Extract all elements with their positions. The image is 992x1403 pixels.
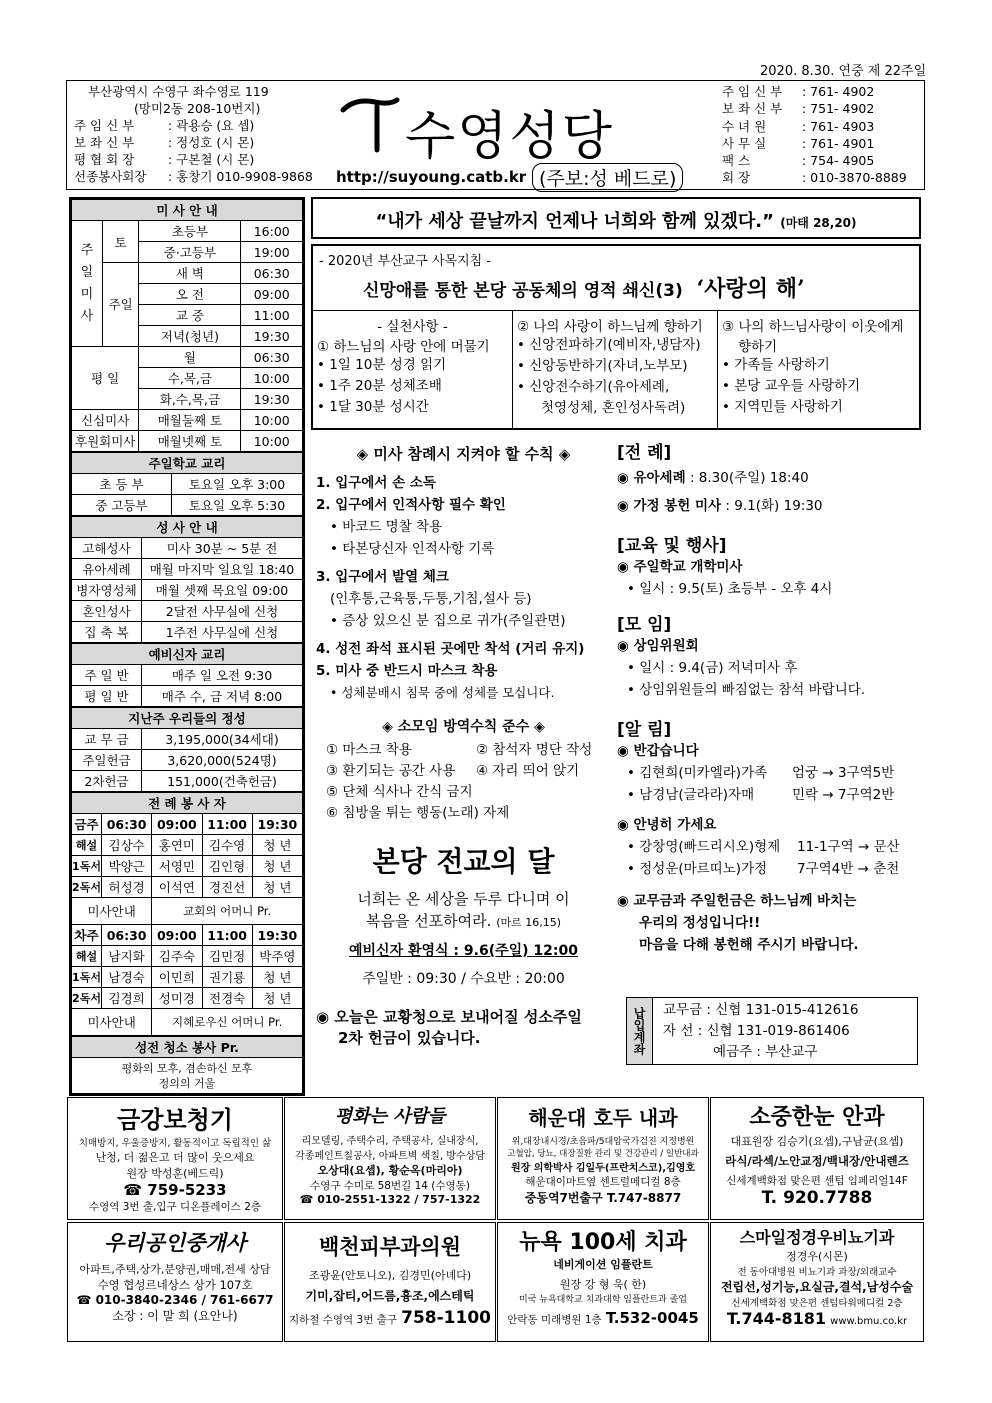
practice-head: - 실천사항 - — [377, 319, 448, 335]
practice-item: 신앙전파하기(예비자,냉담자) — [529, 337, 701, 353]
website-link[interactable]: http://suyoung.catb.kr — [336, 168, 527, 186]
cleaning-table — [71, 1036, 303, 1094]
rule-sub: • 증상 있으신 분 집으로 귀가(주일관면) — [330, 613, 566, 629]
cleaning-line: 정의의 거울 — [158, 1076, 216, 1090]
sacrament-name: 유아세례 — [72, 559, 142, 580]
ad-line: 전립선,성기능,요실금,결석,남성수술 — [720, 1280, 914, 1294]
rule-sub: • 성체분배시 침묵 중에 성체를 모십니다. — [330, 685, 555, 700]
weekday-label: 평 일 — [72, 347, 139, 410]
server-name: 김상수 — [102, 835, 152, 856]
ad-line: 고혈압, 당뇨, 대장질환 관리 및 건강관리 / 일반내과 — [507, 1149, 699, 1159]
liturgy-item: ◉ 가정 봉헌 미사 : 9.1(화) 19:30 — [617, 498, 823, 514]
practice-item: 지역민들 사랑하기 — [734, 399, 843, 415]
server-role: 1독서 — [72, 856, 102, 877]
ad-line: 수영역 3번 출,입구 디온플레이스 2층 — [88, 1201, 262, 1213]
usher-label: 미사안내 — [72, 1009, 152, 1036]
server-name: 남경숙 — [102, 967, 152, 988]
group-rule: ① 마스크 착용 — [326, 742, 412, 758]
welcome-item: • 김현희(미카엘라)가족 엄궁 → 3구역5반 — [627, 765, 895, 781]
mass-title: 미 사 안 내 — [72, 200, 303, 221]
ad-urology — [710, 1222, 924, 1342]
class-time: 토요일 오후 5:30 — [172, 495, 303, 516]
ad-line: 각종페인트칠공사, 아파트벽 색칠, 방수상담 — [295, 1151, 485, 1162]
sacrament-name: 병자영성체 — [72, 580, 142, 601]
ad-title: 소중한눈 안과 — [749, 1105, 885, 1130]
servers-table — [71, 792, 303, 1036]
ad-title: 백천피부과의원 — [318, 1234, 461, 1259]
cleaning-title: 성전 청소 봉사 Pr. — [72, 1037, 303, 1058]
practice-item: 가족들 사랑하기 — [734, 357, 830, 373]
patron-badge: (주보:성 베드로) — [532, 163, 683, 192]
quote-ref: (마태 28,20) — [780, 216, 857, 230]
contact-row: 사 무 실 : 761- 4901 — [722, 135, 875, 151]
cleaning-groups — [72, 1058, 303, 1094]
schedule-time: 06:30 — [241, 263, 303, 284]
servers-head: 금주 — [72, 814, 102, 835]
sunday-mass-label: 주일미사 — [72, 221, 103, 347]
notices-title: [알 림] — [617, 720, 672, 740]
staff-row: 주 임 신 부 : 곽용승 (요 셉) — [74, 118, 255, 133]
sacrament-info: 미사 30분 ~ 5분 전 — [142, 538, 303, 559]
practice-col-2: ② 나의 사랑이 하느님께 향하기 • 신앙전파하기(예비자,냉담자) • 신앙동반하기(자녀,노부모) • 신앙전수하기(유아세례, 첫영성체, 혼인성사독려) — [513, 310, 718, 428]
practice-col-1: - 실천사항 - ① 하느님의 사랑 안에 머물기 • 1일 10분 성경 읽기 • 1주 20분 성체조배 • 1달 30분 성시간 — [313, 310, 513, 428]
staff-row: 선종봉사회장 : 홍창기 010-9908-9868 — [74, 169, 313, 184]
ad-line: 치매방지, 우울증방지, 활동적이고 독립적인 삶 — [78, 1138, 272, 1149]
servers-head: 11:00 — [202, 814, 252, 835]
sunday-school-table — [71, 452, 303, 516]
schedule-name: 화,수,목,금 — [139, 389, 241, 410]
ad-eye-clinic — [710, 1097, 924, 1220]
quote-content — [313, 207, 919, 233]
servers-head: 19:30 — [252, 814, 302, 835]
servers-head: 06:30 — [102, 925, 152, 946]
group-rules-grid — [316, 740, 611, 824]
offering-amount: 3,195,000(34세대) — [142, 729, 303, 750]
bank-row: 자 선 : 신협 131-019-861406 — [663, 1023, 850, 1039]
mission-verse: 너희는 온 세상을 두루 다니며 이 — [357, 890, 570, 908]
server-name: 서영민 — [152, 856, 202, 877]
server-role: 2독서 — [72, 877, 102, 898]
schedule-name: 교 중 — [139, 305, 241, 326]
ad-line: 리모델링, 주택수리, 주택공사, 실내장식, — [301, 1136, 479, 1147]
server-name: 청 년 — [252, 835, 302, 856]
practice-item: 1일 10분 성경 읽기 — [329, 357, 447, 373]
ad-line: 원장 강 형 욱( 한) — [559, 1278, 647, 1291]
education-head: ◉ 주일학교 개학미사 — [617, 559, 743, 575]
schedule-name: 새 벽 — [139, 263, 241, 284]
group-rule: ⑤ 단체 식사나 간식 금지 — [326, 784, 473, 800]
farewell-item: • 정성운(마르띠노)가정 7구역4반 → 춘천 — [627, 861, 900, 877]
pastoral-title — [363, 272, 805, 303]
sacrament-name: 고해성사 — [72, 538, 142, 559]
mass-table — [71, 199, 303, 452]
server-name: 김수영 — [202, 835, 252, 856]
header-left-info — [74, 83, 324, 185]
pastoral-year-theme: ‘사랑의 해’ — [696, 276, 805, 302]
ad-footer: T.744-8181 www.bmu.co.kr — [726, 1309, 908, 1328]
server-name: 남지화 — [102, 946, 152, 967]
offering-amount: 151,000(건축헌금) — [142, 771, 303, 792]
catechumen-time: 매주 일 오전 9:30 — [142, 665, 303, 686]
usher-label: 미사안내 — [72, 898, 152, 925]
liturgy-item: ◉ 유아세례 : 8.30(주일) 18:40 — [617, 470, 809, 486]
sacrament-info: 1주전 사무실에 신청 — [142, 622, 303, 643]
ad-line: 조광윤(안토니오), 김경민(아녜다) — [308, 1269, 472, 1282]
sacrament-name: 혼인성사 — [72, 601, 142, 622]
sat-label: 토 — [102, 221, 139, 263]
schedule-time: 16:00 — [241, 221, 303, 242]
mission-verse-2 — [316, 910, 611, 934]
ad-dental — [497, 1222, 709, 1342]
group-rule: ③ 환기되는 공간 사용 — [326, 763, 456, 779]
ad-line: 난청, 더 젊은고 더 많이 웃으세요 — [95, 1151, 255, 1164]
contact-row: 수 녀 원 : 761- 4903 — [722, 118, 875, 134]
catechumen-time: 매주 수, 금 저녁 8:00 — [142, 686, 303, 707]
servers-head: 06:30 — [102, 814, 152, 835]
special-mass-time: 10:00 — [241, 431, 303, 452]
ad-title: 뉴욕 100세 치과 — [519, 1230, 687, 1255]
ad-phone: ☎ 010-3840-2346 / 761-6677 — [76, 1293, 274, 1307]
server-role: 1독서 — [72, 967, 102, 988]
ad-dermatology — [284, 1222, 496, 1342]
ad-line: 신세계백화점 맞은편 센텀 임페리얼14F — [726, 1175, 908, 1187]
ad-line: 수영 협성르네상스 상가 107호 — [97, 1278, 253, 1292]
ad-line: 전 동아대병원 비뇨기과 과장/외래교수 — [737, 1267, 897, 1278]
practice-col-3: ③ 나의 하느님사랑이 이웃에게 향하기 • 가족들 사랑하기 • 본당 교우들 사랑하기 • 지역민들 사랑하기 — [718, 310, 919, 428]
bank-box — [626, 997, 918, 1065]
servers-head: 09:00 — [152, 925, 202, 946]
vocation-notice: ◉ 오늘은 교황청으로 보내어질 성소주일 — [316, 1008, 582, 1026]
sacrament-info: 매월 셋째 목요일 09:00 — [142, 580, 303, 601]
practice-item: 첫영성체, 혼인성사독려) — [541, 400, 686, 416]
schedule-name: 월 — [139, 347, 241, 368]
sacrament-name: 집 축 복 — [72, 622, 142, 643]
sun-label: 주일 — [102, 263, 139, 347]
schedule-name: 중·고등부 — [139, 242, 241, 263]
pastoral-title-text: 신망애를 통한 본당 공동체의 영적 쇄신(3) — [363, 281, 683, 301]
special-mass-name: 신심미사 — [72, 410, 139, 431]
rule-item: 2. 입구에서 인적사항 필수 확인 — [316, 497, 506, 513]
logo-text: 수영성당 — [405, 107, 614, 167]
servers-head: 차주 — [72, 925, 102, 946]
ad-phone: ☎ 010-2551-1322 / 757-1322 — [299, 1193, 481, 1206]
date-line: 2020. 8.30. 연중 제 22주일 — [760, 64, 927, 79]
education-detail: • 일시 : 9.5(토) 초등부 - 오후 4시 — [627, 581, 833, 597]
welcome-head: ◉ 반갑습니다 — [617, 743, 699, 759]
ad-line: 원장 박성훈(베드릭) — [126, 1167, 224, 1180]
class-name: 중 고등부 — [72, 495, 172, 516]
schedule-name: 저녁(청년) — [139, 326, 241, 347]
catechumen-welcome: 예비신자 환영식 : 9.6(주일) 12:00 — [349, 943, 578, 959]
special-mass-name: 후원회미사 — [72, 431, 139, 452]
ad-hearing-aid — [67, 1097, 283, 1220]
news-column — [617, 438, 922, 956]
sacrament-info: 매월 마지막 일요일 18:40 — [142, 559, 303, 580]
schedule-time: 19:00 — [241, 242, 303, 263]
ad-title: 평화는 사람들 — [334, 1106, 446, 1127]
schedule-name: 수,목,금 — [139, 368, 241, 389]
offering-type: 주일헌금 — [72, 750, 142, 771]
address-line-2: (망미2동 208-10번지) — [134, 101, 261, 116]
practice-item: 신앙동반하기(자녀,노부모) — [529, 358, 688, 374]
pastoral-subtitle: - 2020년 부산교구 사목지침 - — [319, 254, 492, 269]
server-name: 박양근 — [102, 856, 152, 877]
servers-title: 전 례 봉 사 자 — [72, 793, 303, 814]
church-logo — [335, 88, 715, 167]
offering-amount: 3,620,000(524명) — [142, 750, 303, 771]
offering-type: 교 무 금 — [72, 729, 142, 750]
schedule-time: 19:30 — [241, 326, 303, 347]
sacrament-title: 성 사 안 내 — [72, 517, 303, 538]
staff-row: 보 좌 신 부 : 정성호 (시 몬) — [74, 135, 255, 150]
rule-item: 1. 입구에서 손 소독 — [316, 475, 436, 491]
farewell-head: ◉ 안녕히 가세요 — [617, 817, 717, 833]
contact-row: 주 임 신 부 : 761- 4902 — [722, 84, 875, 99]
practice-item: 신앙전수하기(유아세례, — [529, 379, 670, 395]
server-role: 2독서 — [72, 988, 102, 1009]
ad-line: 대표원장 김승기(요셉),구남균(요셉) — [730, 1135, 904, 1148]
practice-item: 본당 교우들 사랑하기 — [734, 378, 861, 394]
practice-head: ② 나의 사랑이 하느님께 향하기 — [517, 319, 703, 335]
group-rule: ② 참석자 명단 작성 — [476, 742, 593, 758]
ad-footer: 지하철 수영역 3번 출구 758-1100 — [289, 1308, 491, 1328]
meeting-detail: • 상임위원들의 빠짐없는 참석 바랍니다. — [627, 682, 866, 698]
left-column — [69, 197, 305, 1096]
ad-line: 신세계백화점 맞은편 센텀타워메디컬 2층 — [731, 1298, 903, 1309]
offering-table — [71, 707, 303, 792]
logo-mark-icon — [335, 88, 405, 158]
servers-head: 11:00 — [202, 925, 252, 946]
special-mass-day: 매월둘째 토 — [139, 410, 241, 431]
server-name: 전경숙 — [202, 988, 252, 1009]
mission-verse-text: 복음을 선포하여라. — [365, 912, 492, 930]
middle-column — [316, 443, 611, 1048]
schedule-time: 11:00 — [241, 305, 303, 326]
offering-type: 2차헌금 — [72, 771, 142, 792]
address-line-1: 부산광역시 수영구 좌수영로 119 — [88, 84, 269, 99]
dues-notice: ◉ 교무금과 주일헌금은 하느님께 바치는 — [617, 893, 857, 909]
ad-line: 미국 뉴욕대학교 치과대학 임플란트과 졸업 — [519, 1295, 687, 1305]
offering-title: 지난주 우리들의 정성 — [72, 708, 303, 729]
contact-row: 회 장 : 010-3870-8889 — [722, 170, 907, 186]
server-name: 이석연 — [152, 877, 202, 898]
servers-head: 09:00 — [152, 814, 202, 835]
ad-title: 스마일정경우비뇨기과 — [739, 1228, 895, 1247]
schedule-time: 09:00 — [241, 284, 303, 305]
server-name: 이민희 — [152, 967, 202, 988]
schedule-time: 10:00 — [241, 368, 303, 389]
server-name: 청 년 — [252, 877, 302, 898]
sacrament-table — [71, 516, 303, 643]
farewell-item: • 강창영(빠드리시오)형제 11-1구역 → 문산 — [627, 839, 900, 855]
ad-line: 네비게이션 임플란트 — [553, 1258, 653, 1271]
bank-info — [653, 998, 868, 1064]
meeting-detail: • 일시 : 9.4(금) 저녁미사 후 — [627, 660, 798, 676]
rule-sub: (인후통,근육통,두통,기침,설사 등) — [330, 591, 532, 607]
ad-title: 우리공인중개사 — [103, 1230, 246, 1255]
catechumen-title: 예비신자 교리 — [72, 644, 303, 665]
practice-sub: ① 하느님의 사랑 안에 머물기 — [317, 339, 490, 355]
ad-line: 기미,잡티,어드름,흉조,에스테틱 — [305, 1289, 475, 1303]
ad-title: 해운대 호두 내과 — [528, 1106, 678, 1130]
ad-line: 소장 : 이 말 희 (요안나) — [112, 1309, 238, 1323]
ad-line: 정경우(시몬) — [786, 1250, 848, 1263]
ad-remodeling — [284, 1097, 496, 1220]
catechumen-class: 평 일 반 — [72, 686, 142, 707]
cleaning-line: 평화의 모후, 겸손하신 모후 — [121, 1061, 253, 1075]
ad-line: 라식/라섹/노안교정/백내장/안내렌즈 — [725, 1154, 909, 1168]
vocation-notice-2: 2차 헌금이 있습니다. — [338, 1029, 481, 1047]
usher-group: 지혜로우신 어머니 Pr. — [152, 1009, 303, 1036]
ad-line: 오상대(요셉), 황순옥(마리아) — [317, 1164, 463, 1177]
ad-realty — [67, 1222, 283, 1342]
server-name: 김인형 — [202, 856, 252, 877]
ad-line: 아파트,주택,상가,분양권,매매,전세 상담 — [79, 1263, 271, 1276]
rule-item: 5. 미사 중 반드시 마스크 착용 — [316, 663, 498, 679]
ad-internal-medicine — [497, 1097, 709, 1220]
quote-box — [311, 197, 921, 239]
ad-phone: ☎ 759-5233 — [123, 1181, 227, 1199]
server-name: 홍연미 — [152, 835, 202, 856]
bank-label: 납입계좌 — [627, 998, 653, 1064]
server-name: 김경희 — [102, 988, 152, 1009]
catechumen-table — [71, 643, 303, 707]
group-rule: ④ 자리 띄어 앉기 — [476, 763, 580, 779]
sunday-school-title: 주일학교 교리 — [72, 453, 303, 474]
mission-title: 본당 전교의 달 — [372, 845, 555, 878]
meeting-head: ◉ 상임위원회 — [617, 638, 699, 654]
server-name: 청 년 — [252, 967, 302, 988]
ad-line: 위,대장내시경/초음파/5대암국가검진 지정병원 — [511, 1137, 695, 1147]
schedule-time: 19:30 — [241, 389, 303, 410]
schedule-name: 오 전 — [139, 284, 241, 305]
server-name: 경진선 — [202, 877, 252, 898]
sacrament-info: 2달전 사무실에 신청 — [142, 601, 303, 622]
schedule-name: 초등부 — [139, 221, 241, 242]
practice-sub: 향하기 — [738, 339, 778, 355]
catechumen-times: 주일반 : 09:30 / 수요반 : 20:00 — [362, 971, 565, 987]
catechumen-class: 주 일 반 — [72, 665, 142, 686]
practice-item: 1주 20분 성체조배 — [329, 378, 442, 394]
servers-head: 19:30 — [252, 925, 302, 946]
dues-notice: 마음을 다해 봉헌해 주시기 바랍니다. — [639, 937, 859, 953]
server-name: 청 년 — [252, 988, 302, 1009]
staff-row: 평 협 회 장 : 구본철 (시 몬) — [74, 152, 255, 167]
special-mass-time: 10:00 — [241, 410, 303, 431]
practice-head: ③ 나의 하느님사랑이 이웃에게 — [722, 319, 904, 335]
server-name: 박주영 — [252, 946, 302, 967]
server-name: 김민정 — [202, 946, 252, 967]
ad-line: 원장 의학박사 김일두(프란치스코),김영호 — [510, 1163, 696, 1174]
rules-title: ◈ 미사 참례시 지켜야 할 수칙 ◈ — [356, 445, 571, 463]
welcome-item: • 남경남(글라라)자매 민락 → 7구역2반 — [627, 787, 895, 803]
contact-list — [722, 83, 922, 187]
practice-item: 1달 30분 성시간 — [329, 399, 429, 415]
server-name: 성미경 — [152, 988, 202, 1009]
ad-footer: 안락동 미래병원 1층 T.532-0045 — [507, 1309, 699, 1327]
group-rule: ⑥ 침방울 튀는 행동(노래) 자제 — [326, 805, 510, 821]
bank-row: 예금주 : 부산교구 — [713, 1044, 818, 1060]
dues-notice: 우리의 정성입니다!! — [639, 915, 761, 931]
rule-sub: • 타본당신자 인적사항 기록 — [330, 541, 495, 557]
ad-phone: 중동역7번출구 T.747-8877 — [524, 1191, 682, 1205]
ad-phone: T. 920.7788 — [761, 1188, 873, 1208]
class-time: 토요일 오후 3:00 — [172, 474, 303, 495]
usher-group: 교회의 어머니 Pr. — [152, 898, 303, 925]
class-name: 초 등 부 — [72, 474, 172, 495]
bank-row: 교무금 : 신협 131-015-412616 — [663, 1002, 859, 1018]
server-name: 김주숙 — [152, 946, 202, 967]
mission-verse-ref: (마르 16,15) — [496, 916, 562, 929]
liturgy-title: [전 례] — [617, 443, 672, 463]
contact-row: 보 좌 신 부 : 751- 4902 — [722, 101, 875, 117]
quote-text: “내가 세상 끝날까지 언제나 너희와 함께 있겠다.” — [375, 211, 774, 232]
pastoral-box — [311, 244, 921, 430]
meetings-title: [모 임] — [617, 615, 672, 635]
ad-line: 해운대이마트옆 센트럴메디컬 8층 — [525, 1176, 681, 1188]
server-name: 청 년 — [252, 856, 302, 877]
contact-row: 팩 스 : 754- 4905 — [722, 153, 875, 169]
ad-line: 수영구 수미로 58번길 14 (수영동) — [310, 1180, 470, 1192]
rule-item: 3. 입구에서 발열 체크 — [316, 569, 449, 585]
group-rules-title: ◈ 소모임 방역수칙 준수 ◈ — [382, 719, 545, 735]
rule-item: 4. 성전 좌석 표시된 곳에만 착석 (거리 유지) — [316, 641, 585, 657]
rule-sub: • 바코드 명찰 착용 — [330, 519, 443, 535]
special-mass-day: 매월넷째 토 — [139, 431, 241, 452]
server-role: 해설 — [72, 946, 102, 967]
server-role: 해설 — [72, 835, 102, 856]
server-name: 권기룡 — [202, 967, 252, 988]
education-title: [교육 및 행사] — [617, 536, 727, 556]
ad-title: 금강보청기 — [117, 1105, 233, 1134]
server-name: 허성경 — [102, 877, 152, 898]
schedule-time: 06:30 — [241, 347, 303, 368]
